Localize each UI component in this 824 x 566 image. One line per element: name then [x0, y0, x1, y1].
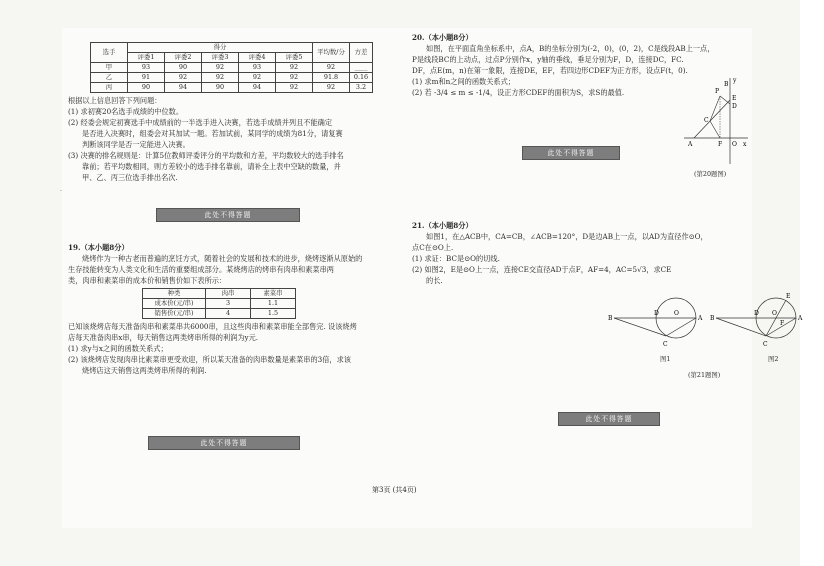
- q21-part1: (1) 求证：BC是⊙O的切线.: [412, 254, 500, 263]
- col-header-average: 平均数/分: [313, 43, 350, 63]
- col-header-judge5: 评委5: [276, 53, 313, 63]
- col-header-judge1: 评委1: [128, 53, 165, 63]
- q21-figure-1: [608, 290, 718, 352]
- fig21a-label-o: O: [674, 310, 679, 317]
- q18-part2-line1: (2) 经委会规定初赛选手中成绩前的一半选手进入决赛，若选手成绩并列且不能确定: [68, 118, 333, 127]
- cell-average: 91.8: [313, 73, 350, 83]
- cell-average: 92: [313, 63, 350, 73]
- fig21b-label-d: D: [754, 310, 759, 317]
- cell: 92: [202, 73, 239, 83]
- col-header-veg: 素菜串: [251, 289, 296, 299]
- q19-line1: 烧烤作为一种古老而普遍的烹饪方式，随着社会的发展和技术的进步，烧烤逐渐从原始的: [82, 254, 363, 263]
- cell: 92: [239, 73, 276, 83]
- cell: 91: [128, 73, 165, 83]
- cell: 1.1: [251, 299, 296, 309]
- row-name: 甲: [91, 63, 128, 73]
- cell: 92: [202, 63, 239, 73]
- segment-cf: [710, 121, 720, 138]
- q20-line2: P是线段BC的上动点，过点P分别作x，y轴的垂线，垂足分别为F，D，连接DC，FC.: [412, 55, 684, 64]
- fig20-label-e: E: [732, 95, 737, 102]
- q21-heading: 21.（本小题8分）: [412, 221, 473, 230]
- q18-part1: (1) 求初赛20名选手成绩的中位数。: [68, 107, 184, 116]
- q19-line2: 生存技能转变为人类文化和生活的重要组成部分。某烧烤店的烤串有肉串和素菜串两: [68, 265, 334, 274]
- q20-caption: (第20题图): [694, 170, 727, 178]
- col-header-variance: 方差: [350, 43, 373, 63]
- q20-line3: DF，点E(m，n)在第一象限，连接DE，EF，若四边形CDEF为正方形，设点F(t，0).: [412, 66, 688, 75]
- q19-part1: (1) 求y与x之间的函数关系式；: [68, 344, 168, 353]
- fig20-label-y: y: [733, 77, 737, 84]
- q18-part2-line2: 是否进入决赛时，组委会对其加试一题。若加试前，某同学的成绩为81分，请复赛: [82, 129, 343, 138]
- col-header-judge4: 评委4: [239, 53, 276, 63]
- col-header-player: 选手: [91, 43, 128, 63]
- cell: 4: [206, 309, 251, 319]
- fig21a-label-b: B: [608, 315, 613, 322]
- col-header-type: 种类: [143, 289, 206, 299]
- fig21b-label-f: F: [780, 320, 785, 327]
- right-column: [412, 28, 803, 508]
- q21-caption: (第21题图): [688, 371, 721, 379]
- exam-page: [60, 28, 803, 528]
- segment-cd: [710, 96, 720, 121]
- q21-line1: 如图1，在△ACB中，CA=CB，∠ACB=120°，D是边AB上一点，以AD为直径作⊙O，: [426, 232, 708, 241]
- col-header-judge3: 评委3: [202, 53, 239, 63]
- q20-part1: (1) 求m和n之间的函数关系式；: [412, 77, 515, 86]
- fig20-label-f: F: [718, 141, 723, 148]
- cell: 1.5: [251, 309, 296, 319]
- question-21: [412, 220, 752, 286]
- q18-part3-line1: (3) 决赛的排名规则是：计算5位教师评委评分的平均数和方差，平均数较大的选手排名: [68, 151, 344, 160]
- left-column: [68, 28, 403, 508]
- fig21b-label-o: O: [772, 310, 777, 317]
- q21-part2-line1: (2) 如图2，E是⊙O上一点，连接CE交直径AD于点F，AF=4，AC=5√3，求CE: [412, 265, 672, 274]
- cell: 92: [165, 73, 202, 83]
- fig20-label-b: B: [724, 81, 729, 88]
- cell: 90: [128, 83, 165, 93]
- fig20-label-x: x: [743, 141, 747, 148]
- no-answer-banner-q21: 此处不得答题: [558, 412, 660, 426]
- cell: 90: [165, 63, 202, 73]
- cell-variance: 3.2: [350, 83, 373, 93]
- cell: 94: [239, 83, 276, 93]
- fig20-label-d: D: [732, 103, 737, 110]
- q21-line2: 点C在⊙O上.: [412, 243, 454, 252]
- row-name: 乙: [91, 73, 128, 83]
- cell-variance: 0.16: [350, 73, 373, 83]
- q19-line4: 已知该烧烤店每天准备肉串和素菜串共6000串，且这些肉串和素菜串能全部售完. 设该烧烤: [68, 322, 357, 331]
- q18-intro: 根据以上信息回答下列问题：: [68, 96, 162, 105]
- q18-part2-line3: 判断该同学是否一定能进入决赛。: [82, 140, 190, 149]
- table-row: [143, 299, 296, 309]
- question-19: [68, 242, 403, 376]
- cell: 94: [165, 83, 202, 93]
- segment-ca: [666, 318, 696, 336]
- segment-ab: [694, 100, 730, 138]
- cell: 92: [276, 73, 313, 83]
- fig21a-label-d: D: [654, 310, 659, 317]
- fig20-label-a: A: [688, 141, 693, 148]
- q21-figure-2-caption: 图2: [768, 355, 779, 363]
- q18-part3-line2: 靠前；若平均数相同，则方差较小的选手排名靠前，请补全上表中空缺的数量，并: [82, 162, 341, 171]
- fig21b-label-e: E: [786, 293, 791, 300]
- cell-average: 92: [313, 83, 350, 93]
- cell-variance-blank: ____: [350, 63, 373, 73]
- row-label-sale: 销售价(元/串): [143, 309, 206, 319]
- table-row: [143, 309, 296, 319]
- q20-part2: (2) 若 -3/4 ≤ m ≤ -1/4，设正方形CDEF的面积为S，求S的最值.: [412, 88, 625, 97]
- binding-mark: ·: [60, 188, 62, 195]
- q21-figure-2: [712, 290, 824, 352]
- table-row: [91, 73, 373, 83]
- q21-figure-1-caption-alt: 图1: [660, 355, 671, 363]
- cell: 92: [276, 63, 313, 73]
- q20-heading: 20.（本小题8分）: [412, 33, 473, 42]
- no-answer-banner-q18: 此处不得答题: [156, 208, 300, 222]
- page-footer: 第3页 (共4页): [372, 486, 417, 494]
- q19-part2-line1: (2) 该烧烤店发现肉串比素菜串更受欢迎，所以某天准备的肉串数量是素菜串的3倍，求该: [68, 355, 351, 364]
- score-table: [90, 42, 373, 93]
- q21-part2-line2: 的长.: [426, 276, 443, 285]
- row-name: 丙: [91, 83, 128, 93]
- cell: 92: [276, 83, 313, 93]
- q18-subquestions: [68, 95, 403, 183]
- fig21b-label-b: B: [710, 315, 715, 322]
- col-header-judge2: 评委2: [165, 53, 202, 63]
- col-header-score-group: 得分: [128, 43, 313, 53]
- table-row: [91, 83, 373, 93]
- no-answer-banner-q20: 此处不得答题: [522, 146, 620, 160]
- q19-heading: 19.（本小题8分）: [68, 243, 129, 252]
- segment-de: [720, 96, 730, 104]
- fig20-label-c: C: [704, 117, 709, 124]
- q20-figure: [680, 76, 750, 168]
- fig20-label-p: P: [715, 88, 720, 95]
- fig21b-label-c: C: [763, 341, 768, 348]
- table-row: [91, 63, 373, 73]
- fig21a-label-c: C: [663, 341, 668, 348]
- q19-line5: 店每天准备肉串x串，每天销售这两类烤串所得的利润为y元.: [68, 333, 259, 342]
- cell: 90: [202, 83, 239, 93]
- cell: 3: [206, 299, 251, 309]
- fig21a-label-a: A: [698, 315, 703, 322]
- fig21b-label-a: A: [798, 315, 803, 322]
- col-header-meat: 肉串: [206, 289, 251, 299]
- q19-line3: 类，肉串和素菜串的成本价和销售价如下表所示：: [68, 276, 227, 285]
- fig20-label-o: O: [732, 141, 737, 148]
- q19-part2-line2: 烧烤店这天销售这两类烤串所得的利润.: [82, 366, 207, 375]
- cell: 93: [128, 63, 165, 73]
- row-label-cost: 成本价(元/串): [143, 299, 206, 309]
- q20-line1: 如图，在平面直角坐标系中，点A，B的坐标分别为(-2，0)，(0，2)，C是线段AB上一点，: [426, 44, 715, 53]
- cell: 93: [239, 63, 276, 73]
- no-answer-banner-q19: 此处不得答题: [148, 436, 300, 450]
- q18-part3-line3: 甲、乙、丙三位选手排出名次.: [82, 173, 178, 182]
- kebab-price-table: [142, 288, 296, 319]
